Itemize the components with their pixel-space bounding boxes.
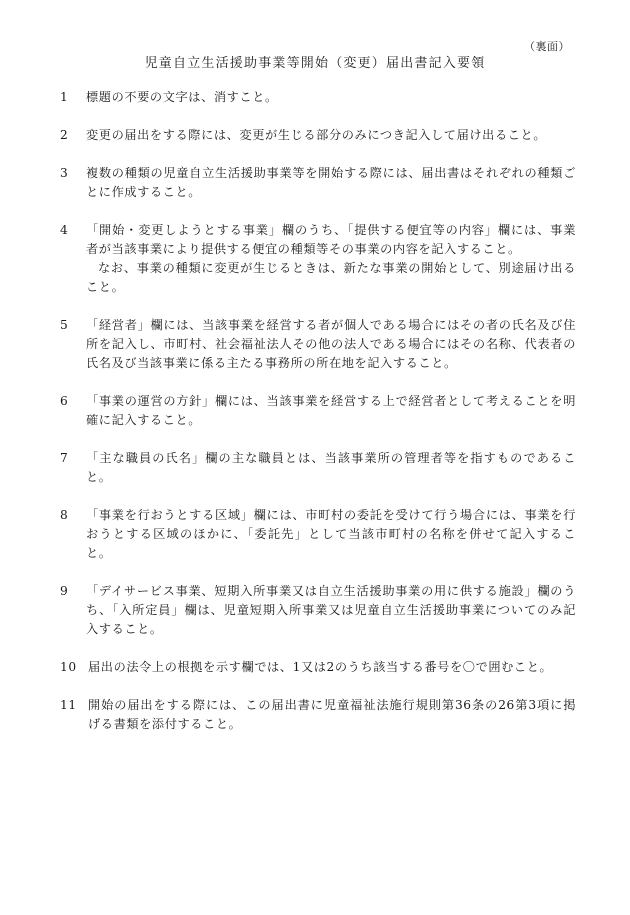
instruction-list xyxy=(60,88,576,753)
page-side-label: （裏面） xyxy=(524,40,570,53)
item-text: 変更の届出をする際には、変更が生じる部分のみにつき記入して届け出ること。 xyxy=(86,128,547,142)
instruction-item-3 xyxy=(60,164,576,202)
item-number: 7 xyxy=(60,451,69,465)
item-number: 3 xyxy=(60,166,69,180)
item-number: 5 xyxy=(60,318,69,332)
item-text: 複数の種類の児童自立生活援助事業等を開始する際には、届出書はそれぞれの種類ごとに作成すること。 xyxy=(86,166,576,199)
instruction-item-2 xyxy=(60,126,576,145)
item-text: 「デイサービス事業、短期入所事業又は自立生活援助事業の用に供する施設」欄のうち、「入所定員」欄は、児童短期入所事業又は児童自立生活援助事業についてのみ記入すること。 xyxy=(86,584,576,636)
item-number: 10 xyxy=(60,660,77,674)
instruction-item-8 xyxy=(60,506,576,563)
item-text: 「主な職員の氏名」欄の主な職員とは、当該事業所の管理者等を指すものであること。 xyxy=(86,451,576,484)
item-text: 「事業の運営の方針」欄には、当該事業を経営する上で経営者として考えることを明確に記入すること。 xyxy=(86,394,576,427)
instruction-item-9 xyxy=(60,582,576,639)
item-text: 届出の法令上の根拠を示す欄では、1又は2のうち該当する番号を〇で囲むこと。 xyxy=(88,660,553,674)
item-text: 開始の届出をする際には、この届出書に児童福祉法施行規則第36条の26第3項に掲げる書類を添付すること。 xyxy=(88,698,576,731)
item-text-note: なお、事業の種類に変更が生じるときは、新たな事業の開始として、別途届け出ること。 xyxy=(86,261,576,294)
instruction-item-11 xyxy=(60,696,576,734)
instruction-item-5 xyxy=(60,316,576,373)
item-number: 2 xyxy=(60,128,69,142)
item-number: 11 xyxy=(60,698,77,712)
item-number: 8 xyxy=(60,508,69,522)
instruction-item-7 xyxy=(60,449,576,487)
item-text: 「開始・変更しようとする事業」欄のうち、「提供する便宜等の内容」欄には、事業者が当該事業により提供する便宜の種類等その事業の内容を記入すること。 xyxy=(86,223,576,256)
item-text: 「経営者」欄には、当該事業を経営する者が個人である場合にはその者の氏名及び住所を記入し、市町村、社会福祉法人その他の法人である場合にはその名称、代表者の氏名及び当該事業に係る主たる事務所の所在地を記入すること。 xyxy=(86,318,576,370)
instruction-item-1 xyxy=(60,88,576,107)
instruction-item-10 xyxy=(60,658,576,677)
item-number: 4 xyxy=(60,223,69,237)
item-text: 「事業を行おうとする区域」欄には、市町村の委託を受けて行う場合には、事業を行おうとする区域のほかに、「委託先」として当該市町村の名称を併せて記入すること。 xyxy=(86,508,576,560)
item-text: 標題の不要の文字は、消すこと。 xyxy=(86,90,278,104)
instruction-item-6 xyxy=(60,392,576,430)
document-title: 児童自立生活援助事業等開始（変更）届出書記入要領 xyxy=(144,56,486,71)
item-number: 1 xyxy=(60,90,69,104)
item-number: 9 xyxy=(60,584,69,598)
item-number: 6 xyxy=(60,394,69,408)
instruction-item-4 xyxy=(60,221,576,297)
